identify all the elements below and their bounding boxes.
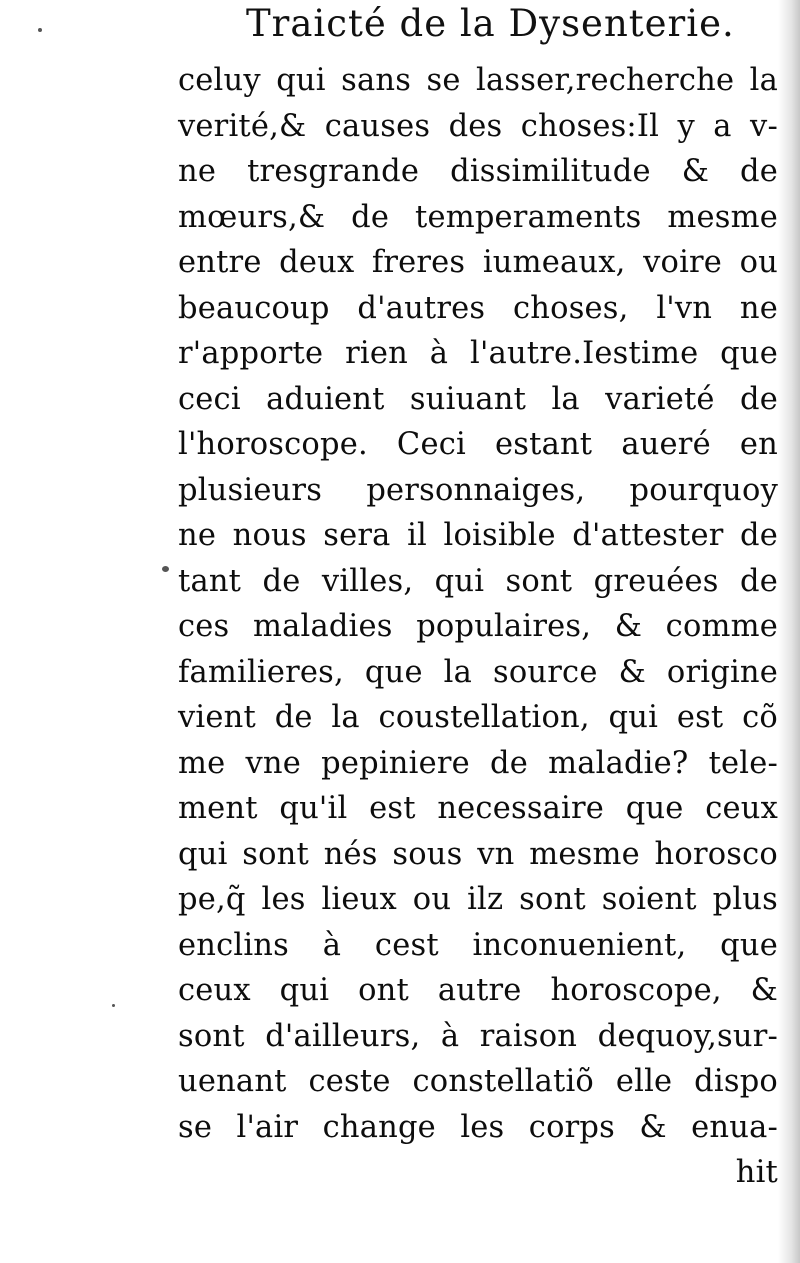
text-line: plusieurs personnaiges, pourquoy (178, 472, 778, 508)
text-line: qui sont nés sous vn mesme horosco (178, 836, 778, 872)
text-line: ceci aduient suiuant la varieté de (178, 381, 778, 417)
text-line: ment qu'il est necessaire que ceux (178, 791, 778, 826)
scan-speck (38, 28, 42, 32)
text-line: me vne pepiniere de maladie? tele- (178, 745, 778, 781)
text-line: mœurs,& de temperaments mesme (178, 199, 778, 235)
text-line: tant de villes, qui sont greuées de (178, 563, 778, 599)
text-line: vient de la coustellation, qui est cõ (178, 700, 778, 735)
scan-speck (112, 1004, 115, 1007)
running-head: Traicté de la Dysenterie. (246, 2, 735, 45)
body-text (178, 58, 778, 1196)
text-line: entre deux freres iumeaux, voire ou (178, 245, 778, 280)
text-line: l'horoscope. Ceci estant aueré en (178, 427, 778, 462)
text-line: r'apporte rien à l'autre.Iestime que (178, 336, 778, 371)
text-line: familieres, que la source & origine (178, 654, 778, 690)
text-line: verité,& causes des choses:Il y a v- (178, 108, 778, 144)
catchword: hit (735, 1155, 778, 1190)
text-line: uenant ceste constellatiõ elle dispo (178, 1064, 778, 1099)
text-line: ne tresgrande dissimilitude & de (178, 154, 778, 189)
text-line: enclins à cest inconuenient, que (178, 927, 778, 963)
text-line: sont d'ailleurs, à raison dequoy,sur- (178, 1018, 778, 1054)
scan-edge-shadow (778, 0, 800, 1263)
scan-speck (162, 566, 169, 572)
text-line: pe,q̃ les lieux ou ilz sont soient plus (178, 882, 778, 917)
text-line: se l'air change les corps & enua- (178, 1109, 778, 1145)
text-line: ceux qui ont autre horoscope, & (178, 973, 778, 1008)
text-line: beaucoup d'autres choses, l'vn ne (178, 290, 778, 326)
text-line: celuy qui sans se lasser,recherche la (178, 63, 778, 98)
text-line: ces maladies populaires, & comme (178, 609, 778, 644)
text-line: ne nous sera il loisible d'attester de (178, 518, 778, 553)
